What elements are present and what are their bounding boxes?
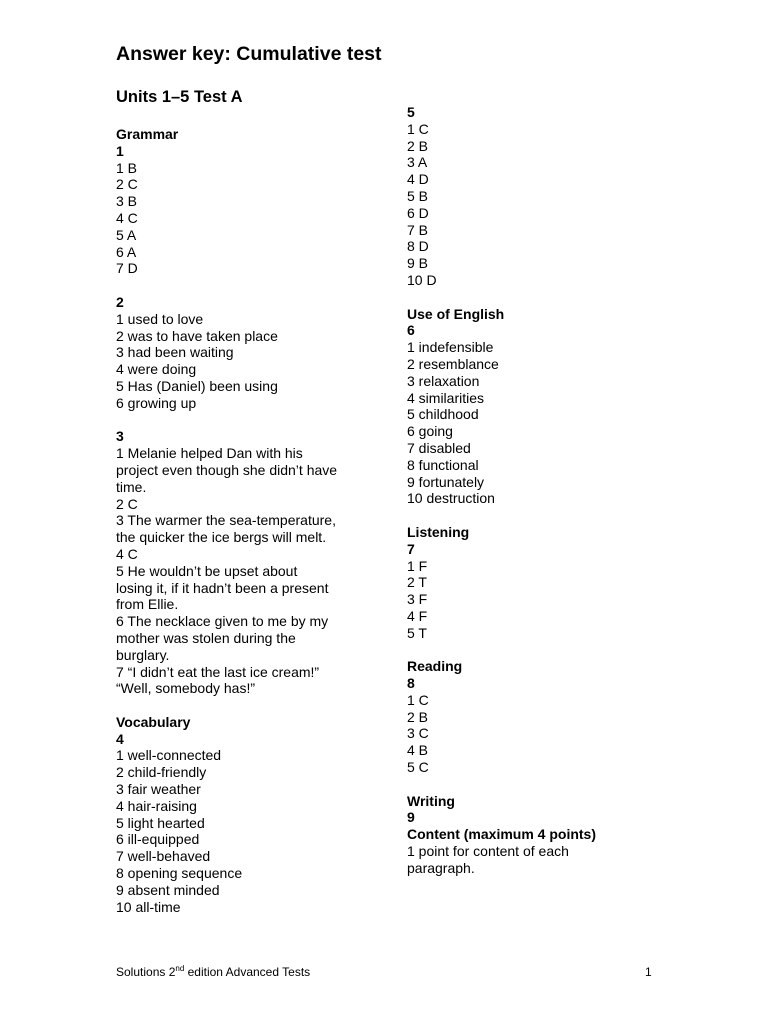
answer-line: 5 B: [407, 187, 429, 204]
question-number-3: 3: [116, 428, 124, 445]
answer-line: 2 C: [116, 176, 138, 193]
answer-line: 2 B: [407, 708, 429, 725]
answer-line: 5 Has (Daniel) been using: [116, 377, 278, 394]
answer-line: 1 point for content of each: [407, 843, 569, 860]
answer-line: 6 A: [116, 243, 137, 260]
answer-line: mother was stolen during the: [116, 629, 296, 646]
answer-line: 6 The necklace given to me by my: [116, 613, 329, 630]
answer-line: 4 F: [407, 607, 428, 624]
answer-line: 4 hair-raising: [116, 797, 197, 814]
answer-line: 4 C: [116, 209, 138, 226]
answer-line: 2 child-friendly: [116, 764, 207, 781]
answer-line: 2 T: [407, 574, 427, 591]
footer-title-sup: nd: [175, 964, 185, 973]
answer-line: 3 B: [116, 193, 138, 210]
question-number-8: 8: [407, 675, 415, 692]
answer-line: time.: [116, 478, 147, 495]
answer-line: 2 resemblance: [407, 355, 499, 372]
answer-line: 5 childhood: [407, 406, 479, 423]
answer-line: 4 were doing: [116, 361, 197, 378]
answer-line: 4 C: [116, 545, 138, 562]
left-column: [116, 126, 366, 915]
question-number-9: 9: [407, 809, 415, 826]
question-number-2: 2: [116, 293, 124, 310]
answer-line: 8 D: [407, 238, 429, 255]
question-number-1: 1: [116, 142, 124, 159]
answer-line: 9 fortunately: [407, 473, 485, 490]
answer-line: losing it, if it hadn’t been a present: [116, 579, 329, 596]
answer-line: 3 The warmer the sea-temperature,: [116, 512, 336, 529]
answer-line: 1 C: [407, 120, 429, 137]
answer-line: 10 all-time: [116, 898, 181, 915]
section-heading-writing: Writing: [407, 792, 455, 809]
answer-list-2: [116, 311, 366, 412]
answer-line: 4 D: [407, 171, 429, 188]
answer-line: the quicker the ice bergs will melt.: [116, 529, 327, 546]
answer-line: 10 destruction: [407, 490, 495, 507]
answer-list-6: [407, 339, 637, 507]
answer-list-1: [116, 160, 366, 278]
answer-list-3: [116, 445, 366, 697]
answer-line: 3 C: [407, 725, 429, 742]
answer-list-7: [407, 558, 637, 642]
answer-line: 10 D: [407, 271, 437, 288]
footer-title-post: edition Advanced Tests: [184, 965, 311, 979]
answer-line: 3 A: [407, 154, 428, 171]
answer-line: 1 B: [116, 159, 138, 176]
answer-line: 2 C: [116, 495, 138, 512]
answer-line: 9 absent minded: [116, 881, 220, 898]
question-number-4: 4: [116, 730, 124, 747]
answer-line: 6 growing up: [116, 394, 197, 411]
content-heading: Content (maximum 4 points): [407, 826, 597, 843]
answer-line: 5 A: [116, 226, 137, 243]
answer-list-4: [116, 747, 366, 915]
answer-line: 1 C: [407, 691, 429, 708]
answer-line: project even though she didn’t have: [116, 461, 338, 478]
question-number-7: 7: [407, 540, 415, 557]
footer-title-pre: Solutions 2: [116, 965, 176, 979]
answer-line: 7 “I didn’t eat the last ice cream!”: [116, 663, 320, 680]
answer-line: 1 F: [407, 557, 428, 574]
answer-line: 6 ill-equipped: [116, 831, 200, 848]
answer-line: 4 B: [407, 742, 429, 759]
answer-line: 1 well-connected: [116, 747, 222, 764]
answer-line: paragraph.: [407, 859, 475, 876]
answer-line: 1 Melanie helped Dan with his: [116, 445, 303, 462]
answer-line: 5 He wouldn’t be upset about: [116, 562, 298, 579]
answer-line: 6 going: [407, 423, 453, 440]
answer-line: 7 B: [407, 221, 429, 238]
answer-line: from Ellie.: [116, 596, 179, 613]
right-column: [407, 104, 637, 877]
answer-line: 3 fair weather: [116, 781, 201, 798]
answer-list-5: [407, 121, 637, 289]
answer-line: 3 relaxation: [407, 372, 480, 389]
section-heading-listening: Listening: [407, 523, 470, 540]
section-heading-vocabulary: Vocabulary: [116, 713, 191, 730]
section-heading-use-of-english: Use of English: [407, 305, 505, 322]
question-number-5: 5: [407, 104, 415, 120]
answer-line: 2 B: [407, 137, 429, 154]
answer-line: 2 was to have taken place: [116, 327, 278, 344]
answer-line: 1 indefensible: [407, 339, 494, 356]
answer-list-8: [407, 692, 637, 776]
answer-line: 8 functional: [407, 456, 479, 473]
answer-line: 6 D: [407, 204, 429, 221]
answer-line: 4 similarities: [407, 389, 485, 406]
answer-line: 9 B: [407, 255, 429, 272]
answer-line: 8 opening sequence: [116, 865, 243, 882]
section-heading-reading: Reading: [407, 658, 463, 675]
answer-line: burglary.: [116, 646, 170, 663]
answer-line: 5 T: [407, 624, 427, 641]
answer-list-9: [407, 843, 637, 877]
answer-line: 5 C: [407, 759, 429, 776]
page-title: Answer key: Cumulative test: [116, 43, 382, 65]
page-number: 1: [645, 965, 652, 979]
answer-line: 5 light hearted: [116, 814, 205, 831]
answer-line: 3 had been waiting: [116, 344, 234, 361]
section-heading-grammar: Grammar: [116, 126, 179, 142]
answer-line: “Well, somebody has!”: [116, 680, 256, 697]
footer-book-title: [116, 965, 310, 979]
answer-line: 7 D: [116, 260, 138, 277]
test-subtitle: Units 1–5 Test A: [116, 88, 243, 106]
answer-line: 7 well-behaved: [116, 848, 211, 865]
answer-line: 1 used to love: [116, 310, 204, 327]
answer-line: 3 F: [407, 591, 428, 608]
answer-line: 7 disabled: [407, 439, 471, 456]
question-number-6: 6: [407, 322, 415, 339]
